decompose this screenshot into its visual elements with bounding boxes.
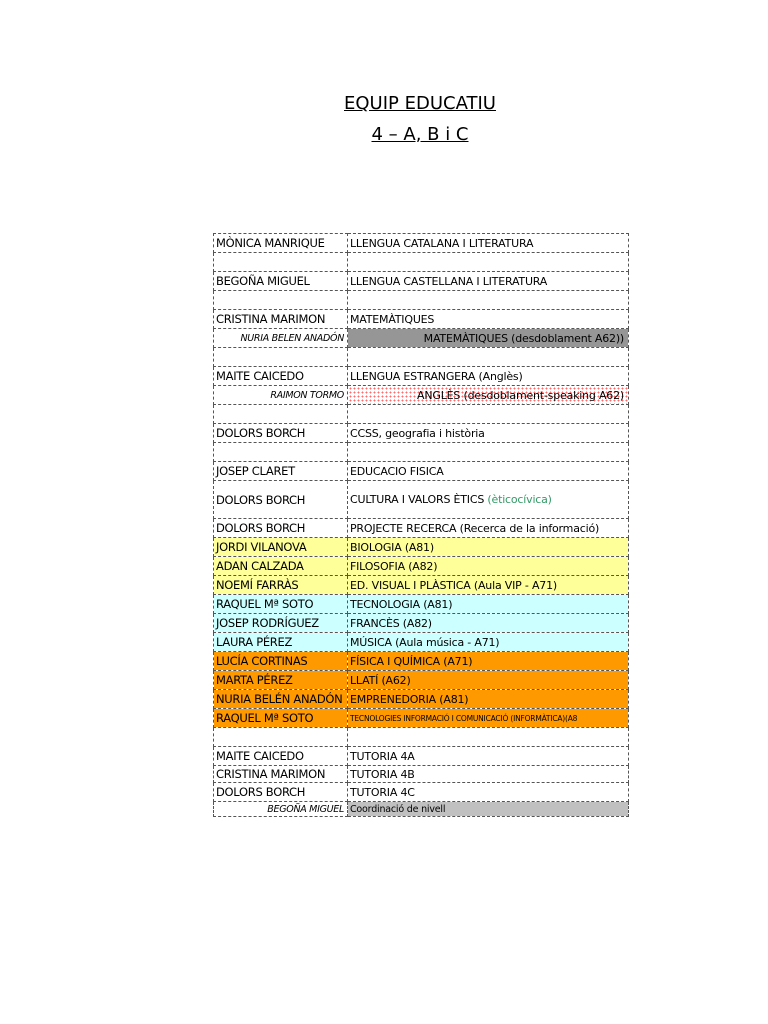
table-row	[214, 633, 629, 652]
teacher-name: DOLORS BORCH	[214, 481, 348, 519]
teacher-name: LUCÍA CORTINAS	[214, 652, 348, 671]
subject-extra: (èticocívica)	[487, 493, 552, 506]
table-row	[214, 424, 629, 443]
teacher-name: BEGOÑA MIGUEL	[214, 272, 348, 291]
teacher-name: MAITE CAICEDO	[214, 367, 348, 386]
table-row	[214, 595, 629, 614]
teacher-name: JOSEP CLARET	[214, 462, 348, 481]
subject-cell	[348, 253, 629, 272]
table-row	[214, 481, 629, 519]
subject-cell: Coordinació de nivell	[348, 802, 629, 817]
teacher-name: RAQUEL Mª SOTO	[214, 595, 348, 614]
table-row	[214, 462, 629, 481]
table-row	[214, 291, 629, 310]
table-row	[214, 652, 629, 671]
subject-cell	[348, 728, 629, 747]
teacher-name: RAIMON TORMO	[214, 386, 348, 405]
table-row	[214, 443, 629, 462]
teacher-name: DOLORS BORCH	[214, 424, 348, 443]
table-row	[214, 348, 629, 367]
teacher-name: BEGOÑA MIGUEL	[214, 802, 348, 817]
teacher-name: CRISTINA MARIMON	[214, 766, 348, 783]
document-title: EQUIP EDUCATIU	[344, 93, 496, 114]
table-row	[214, 671, 629, 690]
table-row	[214, 783, 629, 802]
subject-cell: PROJECTE RECERCA (Recerca de la informació)	[348, 519, 629, 538]
staff-table	[213, 233, 629, 817]
table-row	[214, 519, 629, 538]
document-subtitle: 4 – A, B i C	[371, 124, 469, 145]
table-row	[214, 614, 629, 633]
table-row	[214, 709, 629, 728]
subject-cell: MATEMÀTIQUES	[348, 310, 629, 329]
subject-cell	[348, 291, 629, 310]
subject-cell	[348, 405, 629, 424]
table-row	[214, 405, 629, 424]
teacher-name	[214, 291, 348, 310]
teacher-name: LAURA PÉREZ	[214, 633, 348, 652]
teacher-name: NOEMÍ FARRÀS	[214, 576, 348, 595]
subject-cell: ED. VISUAL I PLÀSTICA (Aula VIP - A71)	[348, 576, 629, 595]
teacher-name: ADAN CALZADA	[214, 557, 348, 576]
table-row	[214, 747, 629, 766]
table-row	[214, 538, 629, 557]
subject-cell: EDUCACIO FISICA	[348, 462, 629, 481]
table-row	[214, 310, 629, 329]
table-row	[214, 329, 629, 348]
teacher-name	[214, 405, 348, 424]
title-block	[0, 88, 768, 150]
subject-cell: EMPRENEDORIA (A81)	[348, 690, 629, 709]
teacher-name: JOSEP RODRÍGUEZ	[214, 614, 348, 633]
subject-cell	[348, 481, 629, 519]
table-row	[214, 766, 629, 783]
subject-cell: LLENGUA ESTRANGERA (Anglès)	[348, 367, 629, 386]
table-row	[214, 272, 629, 291]
subject-cell: LLATÍ (A62)	[348, 671, 629, 690]
teacher-name: JORDI VILANOVA	[214, 538, 348, 557]
teacher-name: CRISTINA MARIMON	[214, 310, 348, 329]
subject-cell: TUTORIA 4B	[348, 766, 629, 783]
teacher-name: DOLORS BORCH	[214, 519, 348, 538]
subject-cell: ANGLÈS (desdoblament-speaking A62)	[348, 386, 629, 405]
teacher-name	[214, 443, 348, 462]
teacher-name	[214, 728, 348, 747]
subject-cell: FÍSICA I QUÍMICA (A71)	[348, 652, 629, 671]
teacher-name: MARTA PÉREZ	[214, 671, 348, 690]
subject-cell: LLENGUA CATALANA I LITERATURA	[348, 234, 629, 253]
teacher-name: RAQUEL Mª SOTO	[214, 709, 348, 728]
subject-cell: TUTORIA 4C	[348, 783, 629, 802]
subject-cell: TECNOLOGIES INFORMACIÓ I COMUNICACIÓ (INFORMÀTICA)(A8	[348, 709, 629, 728]
subject-cell: MÚSICA (Aula música - A71)	[348, 633, 629, 652]
subject-cell: CCSS, geografia i història	[348, 424, 629, 443]
teacher-name: MAITE CAICEDO	[214, 747, 348, 766]
subject-cell: FILOSOFIA (A82)	[348, 557, 629, 576]
subject-text: CULTURA I VALORS ÈTICS	[350, 493, 488, 506]
subject-cell: FRANCÈS (A82)	[348, 614, 629, 633]
table-row	[214, 728, 629, 747]
table-row	[214, 802, 629, 817]
teacher-name: DOLORS BORCH	[214, 783, 348, 802]
subject-cell	[348, 348, 629, 367]
table-row	[214, 386, 629, 405]
teacher-name: MÒNICA MANRIQUE	[214, 234, 348, 253]
table-row	[214, 367, 629, 386]
subject-cell: LLENGUA CASTELLANA I LITERATURA	[348, 272, 629, 291]
teacher-name	[214, 253, 348, 272]
subject-cell: TUTORIA 4A	[348, 747, 629, 766]
table-row	[214, 576, 629, 595]
table-row	[214, 234, 629, 253]
teacher-name: NURIA BELEN ANADÓN	[214, 329, 348, 348]
table-row	[214, 690, 629, 709]
subject-cell: BIOLOGIA (A81)	[348, 538, 629, 557]
teacher-name	[214, 348, 348, 367]
subject-cell	[348, 443, 629, 462]
table-row	[214, 557, 629, 576]
subject-cell: TECNOLOGIA (A81)	[348, 595, 629, 614]
subject-cell: MATEMÀTIQUES (desdoblament A62))	[348, 329, 629, 348]
teacher-name: NURIA BELÉN ANADÓN	[214, 690, 348, 709]
table-row	[214, 253, 629, 272]
